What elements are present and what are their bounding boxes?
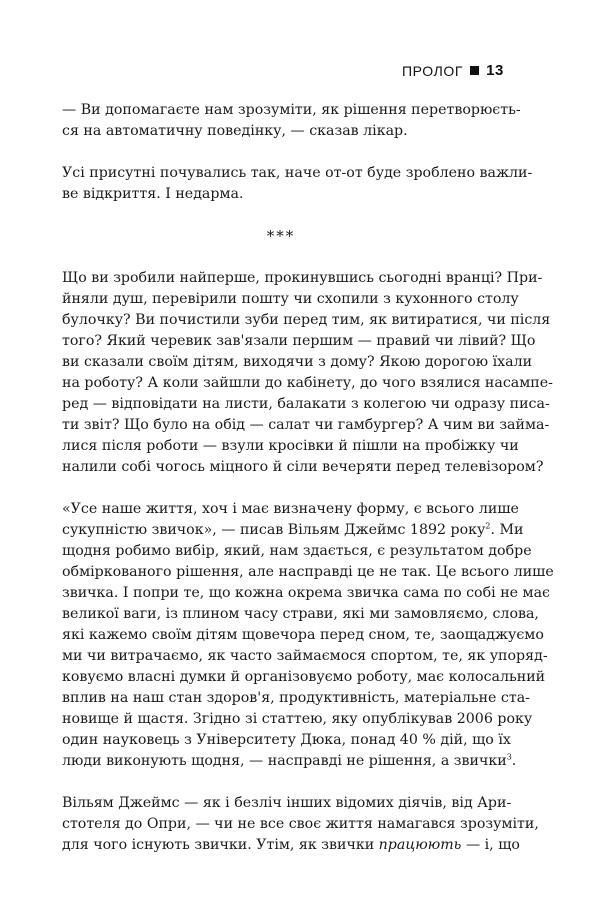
text-line: того? Який черевик зав'язали першим — правий чи лівий? Що	[62, 333, 536, 349]
text-line: які кажемо своїм дітям щовечора перед сном, те, заощаджуємо	[62, 627, 544, 643]
text-line: великої ваги, із плином часу страви, які ми замовляємо, слова,	[62, 606, 539, 622]
text-fragment: для чого існують звички. Утім, як звички	[62, 837, 375, 853]
text-line: новище й щастя. Згідно зі статтею, яку опублікував 2006 року	[62, 711, 533, 727]
paragraph	[62, 499, 554, 772]
text-line	[62, 835, 520, 856]
text-line: ви сказали своїм дітям, виходячи з дому? Якою дорогою їхали	[62, 354, 533, 370]
text-line: сукупністю звичок», — писав Вільям Джеймс 1892 року$^2$. Ми	[62, 521, 524, 538]
text-line: Усі присутні почувались так, наче от-от буде зроблено важли-	[62, 165, 533, 181]
text-fragment: Ми	[499, 522, 524, 538]
text-line: булочку? Ви почистили зуби перед тим, як витиратися, чи після	[62, 312, 551, 328]
paragraph	[62, 163, 533, 205]
text-line: ред — відповідати на листи, балакати з колегою чи одразу писа-	[62, 396, 550, 412]
square-bullet-icon	[470, 66, 479, 75]
text-line: вплив на наш стан здоров'я, продуктивність, матеріальне ста-	[62, 690, 530, 706]
text-fragment: — і, що	[465, 837, 520, 853]
page-number: 13	[486, 62, 504, 79]
text-line: Що ви зробили найперше, прокинувшись сьогодні вранці? При-	[62, 270, 543, 286]
paragraph	[62, 793, 539, 856]
text-line: на роботу? А коли зайшли до кабінету, до чого взялися насампе-	[62, 375, 553, 391]
text-line: стотеля до Опри, — чи не все своє життя намагався зрозуміти,	[62, 816, 539, 832]
footnote-mark: 3	[506, 752, 512, 762]
text-line: лися після роботи — взули кросівки й пішли на пробіжку чи	[62, 438, 519, 454]
paragraph	[62, 268, 553, 478]
text-line: щодня робимо вибір, який, нам здається, є результатом добре	[62, 543, 532, 559]
body-text	[62, 100, 554, 856]
text-line: люди виконують щодня, — насправді не рішення, а звички$^3$.	[62, 752, 517, 769]
section-separator: ***	[266, 227, 296, 245]
text-line: ся на автоматичну поведінку, — сказав лікар.	[62, 123, 408, 139]
text-line: «Усе наше життя, хоч і має визначену форму, є всього лише	[62, 501, 519, 517]
text-line: ве відкриття. І недарма.	[62, 186, 244, 202]
text-fragment: люди виконують щодня, — насправді не рішення, а звички	[62, 753, 507, 769]
italic-word: працюють	[378, 837, 462, 853]
text-line: ти звіт? Що було на обід — салат чи гамбургер? А чим ви займа-	[62, 417, 550, 433]
running-header	[402, 62, 504, 79]
text-line: ковуємо власні думки й організовуємо роботу, має колосальний	[62, 669, 546, 685]
text-fragment: сукупністю звичок», — писав Вільям Джеймс 1892 року	[62, 522, 486, 538]
paragraph	[62, 100, 521, 142]
footnote-mark: 2	[485, 521, 491, 531]
text-line: — Ви допомагаєте нам зрозуміти, як рішення перетворюєть-	[62, 102, 521, 118]
text-line: обміркованого рішення, але насправді це не так. Це всього лише	[62, 564, 554, 580]
section-title: ПРОЛОГ	[402, 62, 464, 79]
text-line: налили собі чогось міцного й сіли вечеряти перед телевізором?	[62, 459, 544, 475]
text-line: ми чи витрачаємо, як часто займаємося спортом, те, як упоряд-	[62, 648, 548, 664]
text-line: один науковець з Університету Дюка, понад 40 % дій, що їх	[62, 732, 511, 748]
text-line: звичка. І попри те, що кожна окрема звичка сама по собі не має	[62, 585, 550, 601]
text-line: йняли душ, перевірили пошту чи схопили з кухонного столу	[62, 291, 519, 307]
text-line: Вільям Джеймс — як і безліч інших відомих діячів, від Ари-	[62, 795, 512, 811]
